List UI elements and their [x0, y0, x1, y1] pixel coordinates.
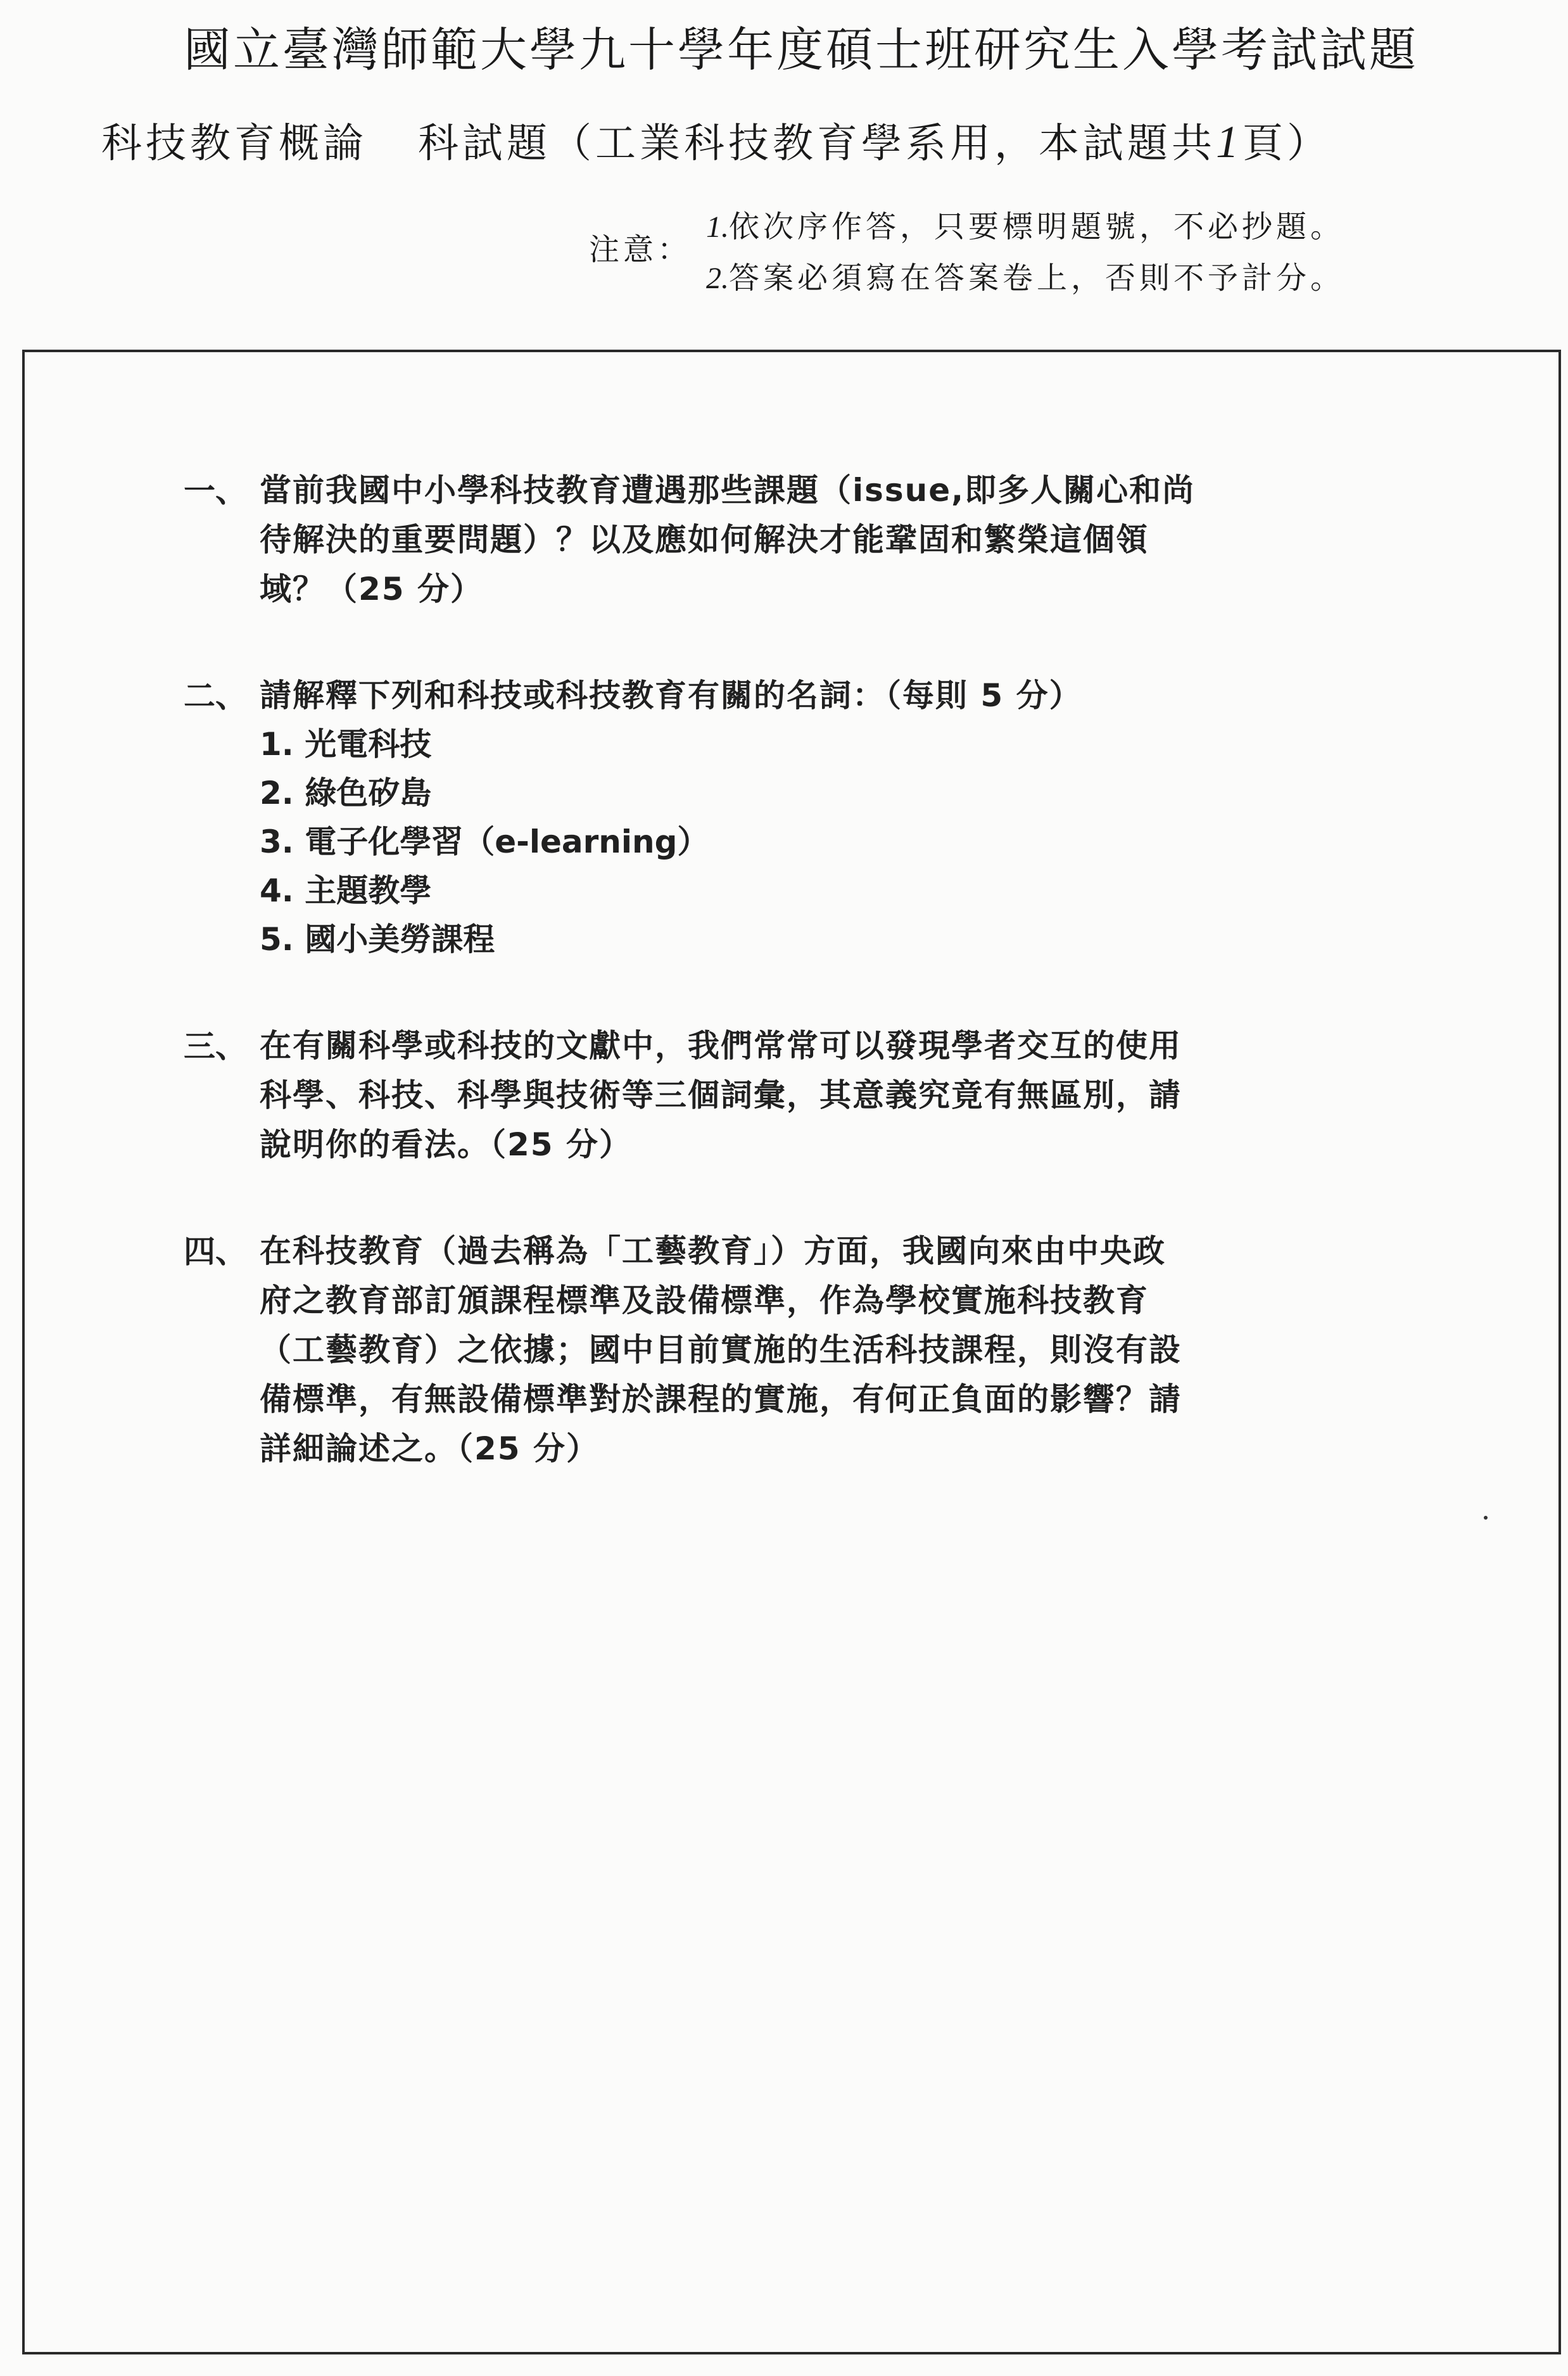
question-list: [184, 466, 1324, 1530]
exam-subtitle: [101, 111, 1331, 169]
term-item: 2. 綠色矽島: [260, 775, 432, 811]
subject-label: 科試題（工業科技教育學系用，本試題共: [418, 120, 1216, 167]
question-line: 請解釋下列和科技或科技教育有關的名詞：（每則 5 分）: [260, 677, 1082, 714]
question-number: 二、: [184, 678, 247, 715]
question-number: 一、: [184, 473, 247, 509]
notice-item: 1.依次序作答，只要標明題號，不必抄題。: [706, 209, 1345, 245]
question-line: （工藝教育）之依據；國中目前實施的生活科技課程，則沒有設: [260, 1331, 1182, 1368]
question-line: 詳細論述之。（25 分）: [260, 1430, 599, 1467]
question-line: 當前我國中小學科技教育遭遇那些課題（issue,即多人關心和尚: [260, 472, 1196, 509]
question-4: [184, 1226, 1324, 1473]
question-line: 在有關科學或科技的文獻中，我們常常可以發現學者交互的使用: [260, 1027, 1182, 1064]
exam-title: 國立臺灣師範大學九十學年度碩士班研究生入學考試試題: [184, 23, 1419, 77]
question-line: 科學、科技、科學與技術等三個詞彙，其意義究竟有無區別，請: [260, 1077, 1182, 1114]
question-number: 三、: [184, 1028, 247, 1065]
page-count: 1: [1216, 117, 1242, 167]
term-item: 4. 主題教學: [260, 872, 432, 909]
notice-label: 注意：: [589, 232, 692, 267]
notice-list: [706, 201, 1344, 304]
question-number: 四、: [184, 1233, 247, 1270]
scan-speck: [1484, 1516, 1488, 1520]
question-1: [184, 466, 1324, 614]
question-3: [184, 1021, 1324, 1169]
question-line: 域？（25 分）: [260, 571, 483, 607]
question-line: 待解決的重要問題）？以及應如何解決才能鞏固和繁榮這個領: [260, 521, 1149, 558]
notice-item: 2.答案必須寫在答案卷上，否則不予計分。: [706, 260, 1345, 296]
question-line: 說明你的看法。（25 分）: [260, 1126, 632, 1163]
term-item: 5. 國小美勞課程: [260, 921, 495, 958]
question-line: 備標準，有無設備標準對於課程的實施，有何正負面的影響？請: [260, 1381, 1182, 1418]
question-line: 府之教育部訂頒課程標準及設備標準，作為學校實施科技教育: [260, 1282, 1149, 1319]
course-name: 科技教育概論: [101, 120, 367, 167]
question-2: [184, 671, 1324, 964]
term-item: 3. 電子化學習（e-learning）: [260, 823, 709, 860]
page-suffix: 頁）: [1242, 120, 1331, 167]
question-line: 在科技教育（過去稱為「工藝教育」）方面，我國向來由中央政: [260, 1233, 1166, 1269]
term-item: 1. 光電科技: [260, 726, 432, 763]
